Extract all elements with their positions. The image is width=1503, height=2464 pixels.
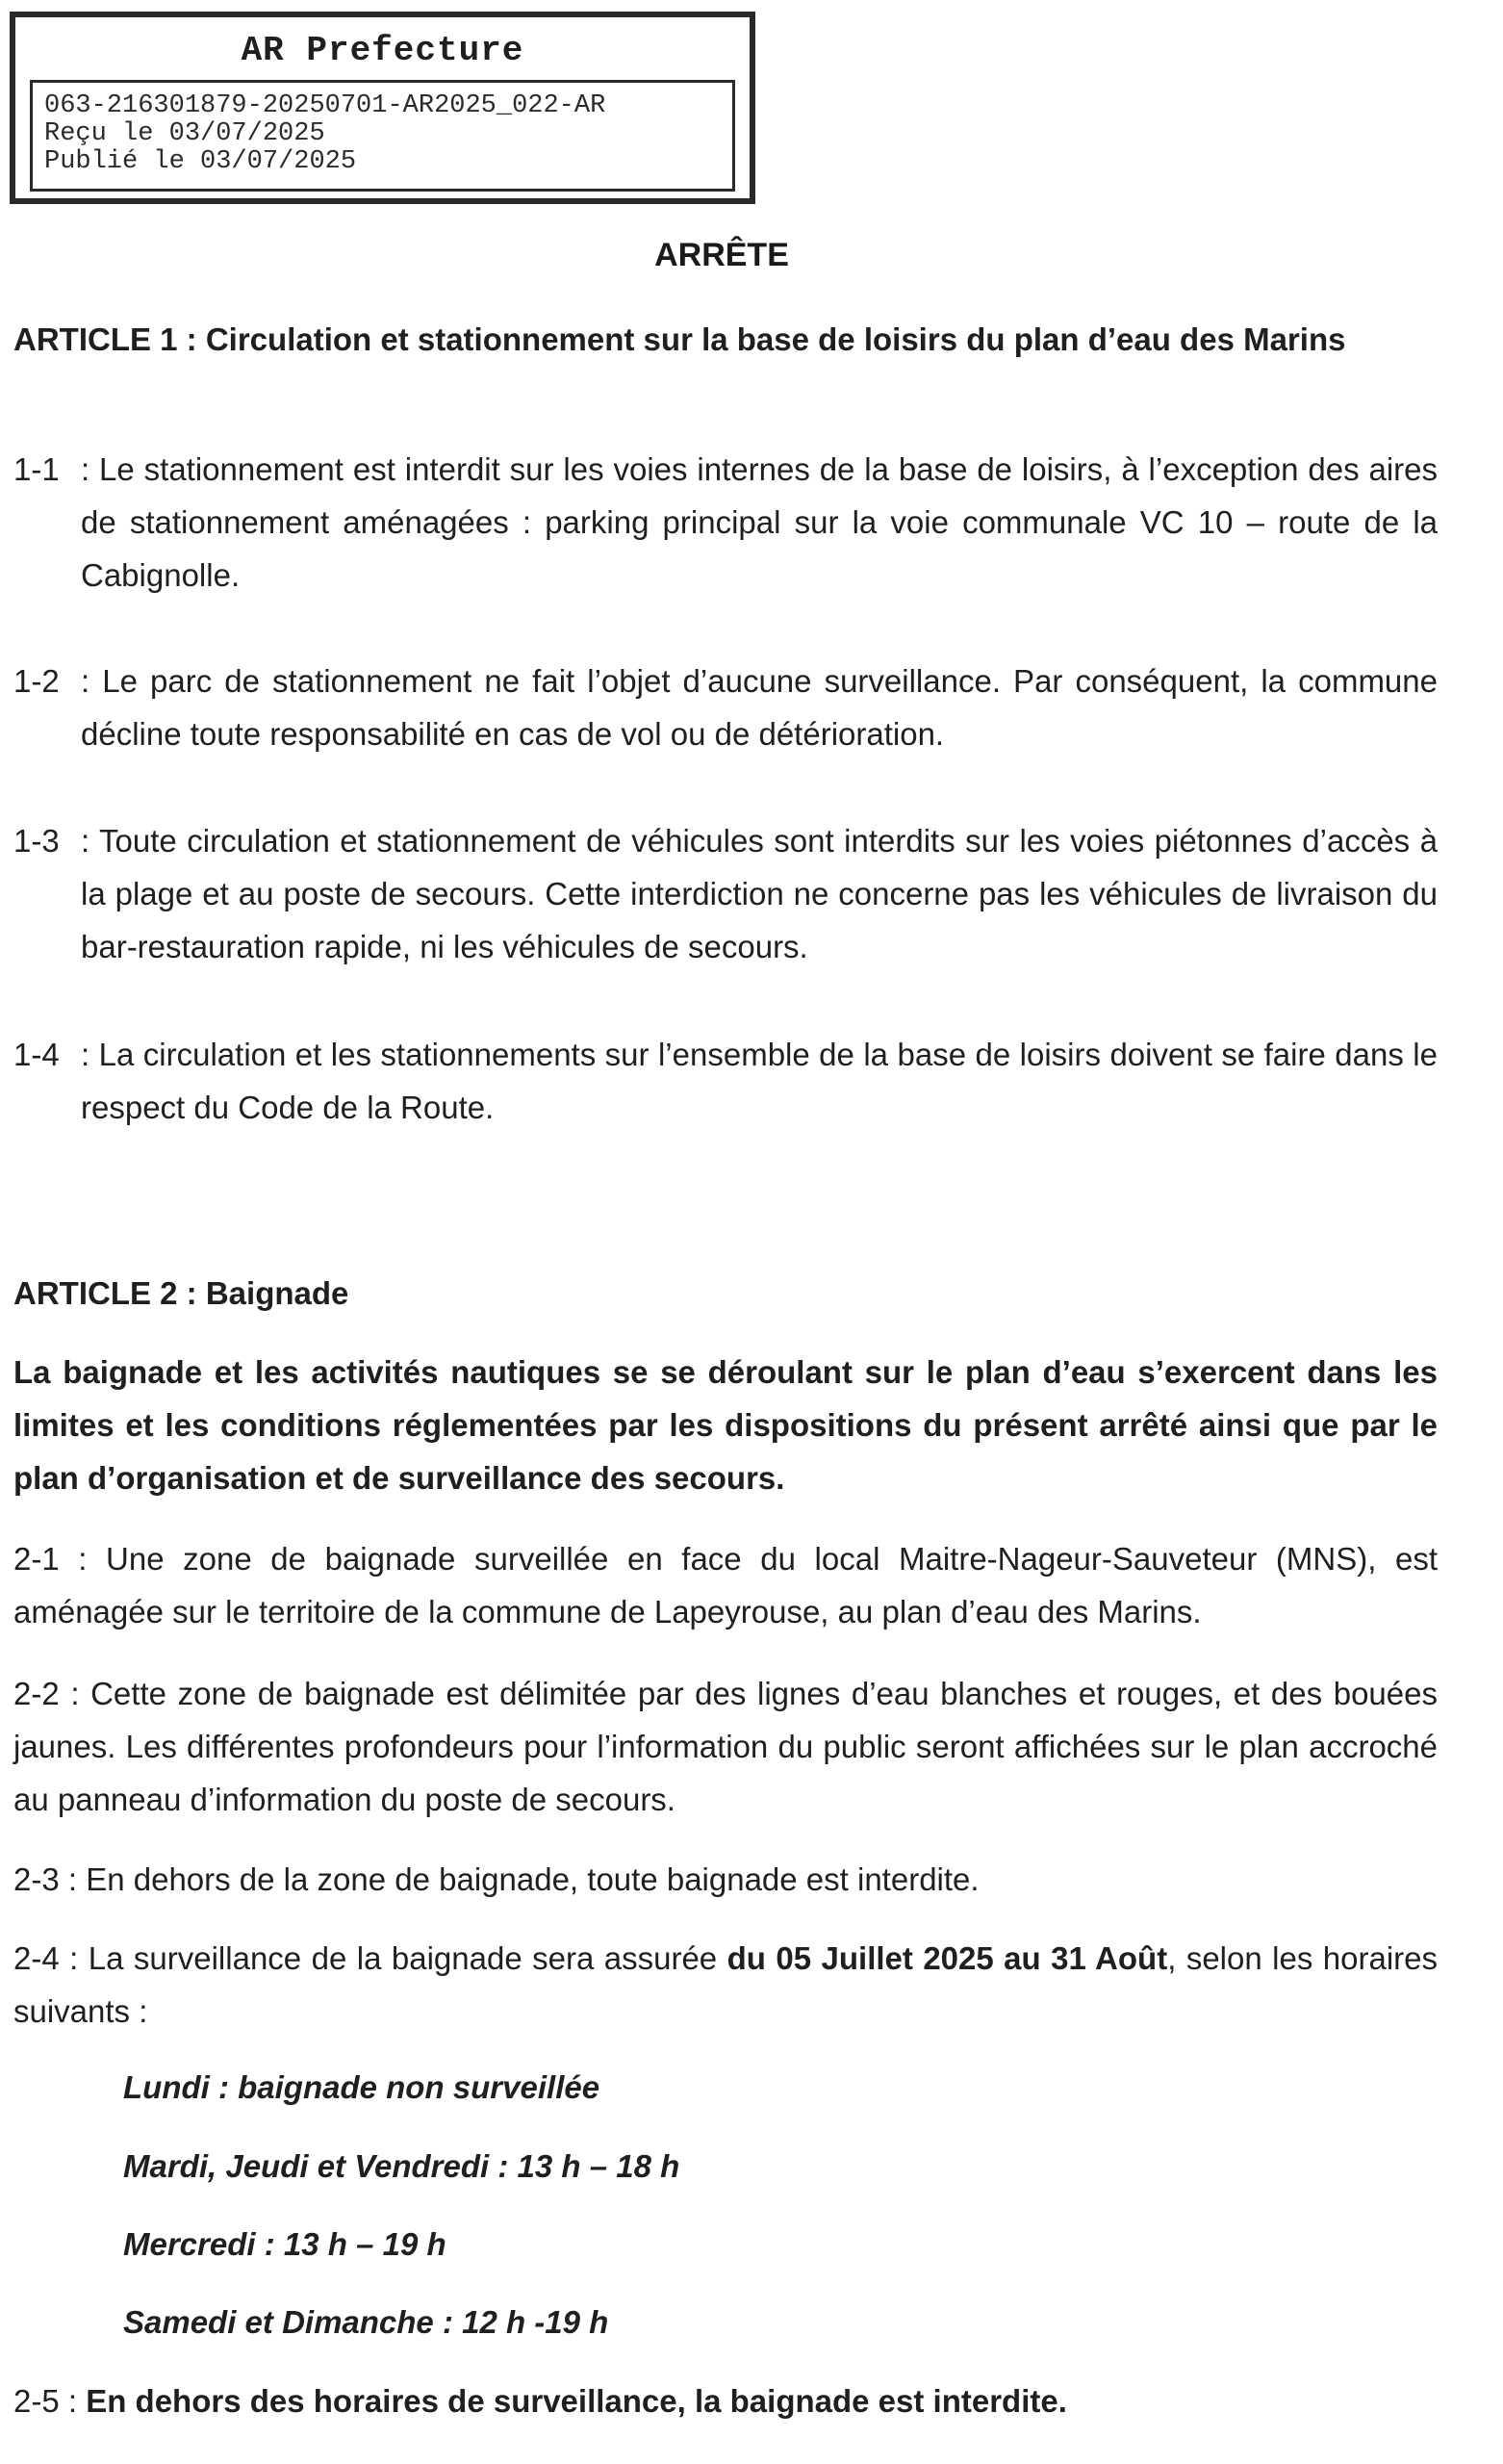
article2-paragraph-2-4 <box>13 1932 1438 2038</box>
item-text: : La circulation et les stationnements sur l’ensemble de la base de loisirs doivent se faire dans le respect du Code de la Route. <box>81 1037 1438 1125</box>
article1-item-1 <box>13 443 1438 602</box>
article1-item-4 <box>13 1028 1438 1134</box>
stamp-reference: 063-216301879-20250701-AR2025_022-AR <box>44 91 606 120</box>
paragraph-text: , selon les horaires suivants : <box>13 1940 1438 2029</box>
item-text: : Le stationnement est interdit sur les voies internes de la base de loisirs, à l’exception des aires de stationnement aménagées : parking principal sur la voie communale VC 10 – route de la Cabignolle. <box>81 451 1438 593</box>
schedule-line-weekend: Samedi et Dimanche : 12 h -19 h <box>123 2304 609 2340</box>
schedule-line-tue-thu-fri: Mardi, Jeudi et Vendredi : 13 h – 18 h <box>123 2148 680 2184</box>
article1-heading: ARTICLE 1 : Circulation et stationnement sur la base de loisirs du plan d’eau des Marins <box>13 321 1346 357</box>
paragraph-text: 2-4 : La surveillance de la baignade sera assurée <box>13 1940 727 1976</box>
article2-intro: La baignade et les activités nautiques se se déroulant sur le plan d’eau s’exercent dans les limites et les conditions réglementées par les dispositions du présent arrêté ainsi que par le plan d’organisation et de surveillance des secours. <box>13 1354 1438 1496</box>
article1-item-3 <box>13 814 1438 973</box>
item-text: : Le parc de stationnement ne fait l’objet d’aucune surveillance. Par conséquent, la commune décline toute responsabilité en cas de vol ou de détérioration. <box>81 663 1438 752</box>
schedule-line-wednesday: Mercredi : 13 h – 19 h <box>123 2226 446 2262</box>
article2-paragraph-2-1: 2-1 : Une zone de baignade surveillée en face du local Maitre-Nageur-Sauveteur (MNS), est aménagée sur le territoire de la commune de Lapeyrouse, au plan d’eau des Marins. <box>13 1541 1438 1630</box>
document-title: ARRÊTE <box>654 237 789 273</box>
prefecture-stamp <box>10 12 755 204</box>
stamp-received-date: Reçu le 03/07/2025 <box>44 119 325 148</box>
paragraph-number: 2-5 : <box>13 2383 87 2419</box>
stamp-details <box>30 80 735 192</box>
article2-paragraph-2-5 <box>13 2374 1438 2427</box>
item-number: 1-1 <box>13 451 60 487</box>
article1-item-2 <box>13 654 1438 760</box>
stamp-title: AR Prefecture <box>241 31 524 70</box>
item-text: : Toute circulation et stationnement de véhicules sont interdits sur les voies piétonnes d’accès à la plage et au poste de secours. Cette interdiction ne concerne pas les véhicules de livraison du bar-restauration rapide, ni les véhicules de secours. <box>81 823 1438 964</box>
article2-paragraph-2-3: 2-3 : En dehors de la zone de baignade, toute baignade est interdite. <box>13 1861 980 1897</box>
article2-paragraph-2-2: 2-2 : Cette zone de baignade est délimitée par des lignes d’eau blanches et rouges, et des bouées jaunes. Les différentes profondeurs pour l’information du public seront affichées sur le plan accroché au panneau d’information du poste de secours. <box>13 1676 1438 1817</box>
item-number: 1-4 <box>13 1037 60 1072</box>
surveillance-period: du 05 Juillet 2025 au 31 Août <box>726 1940 1168 1976</box>
item-number: 1-2 <box>13 663 60 699</box>
paragraph-text: En dehors des horaires de surveillance, la baignade est interdite. <box>86 2383 1067 2419</box>
schedule-line-monday: Lundi : baignade non surveillée <box>123 2069 600 2105</box>
article2-heading: ARTICLE 2 : Baignade <box>13 1275 349 1311</box>
item-number: 1-3 <box>13 823 60 859</box>
stamp-published-date: Publié le 03/07/2025 <box>44 147 357 176</box>
